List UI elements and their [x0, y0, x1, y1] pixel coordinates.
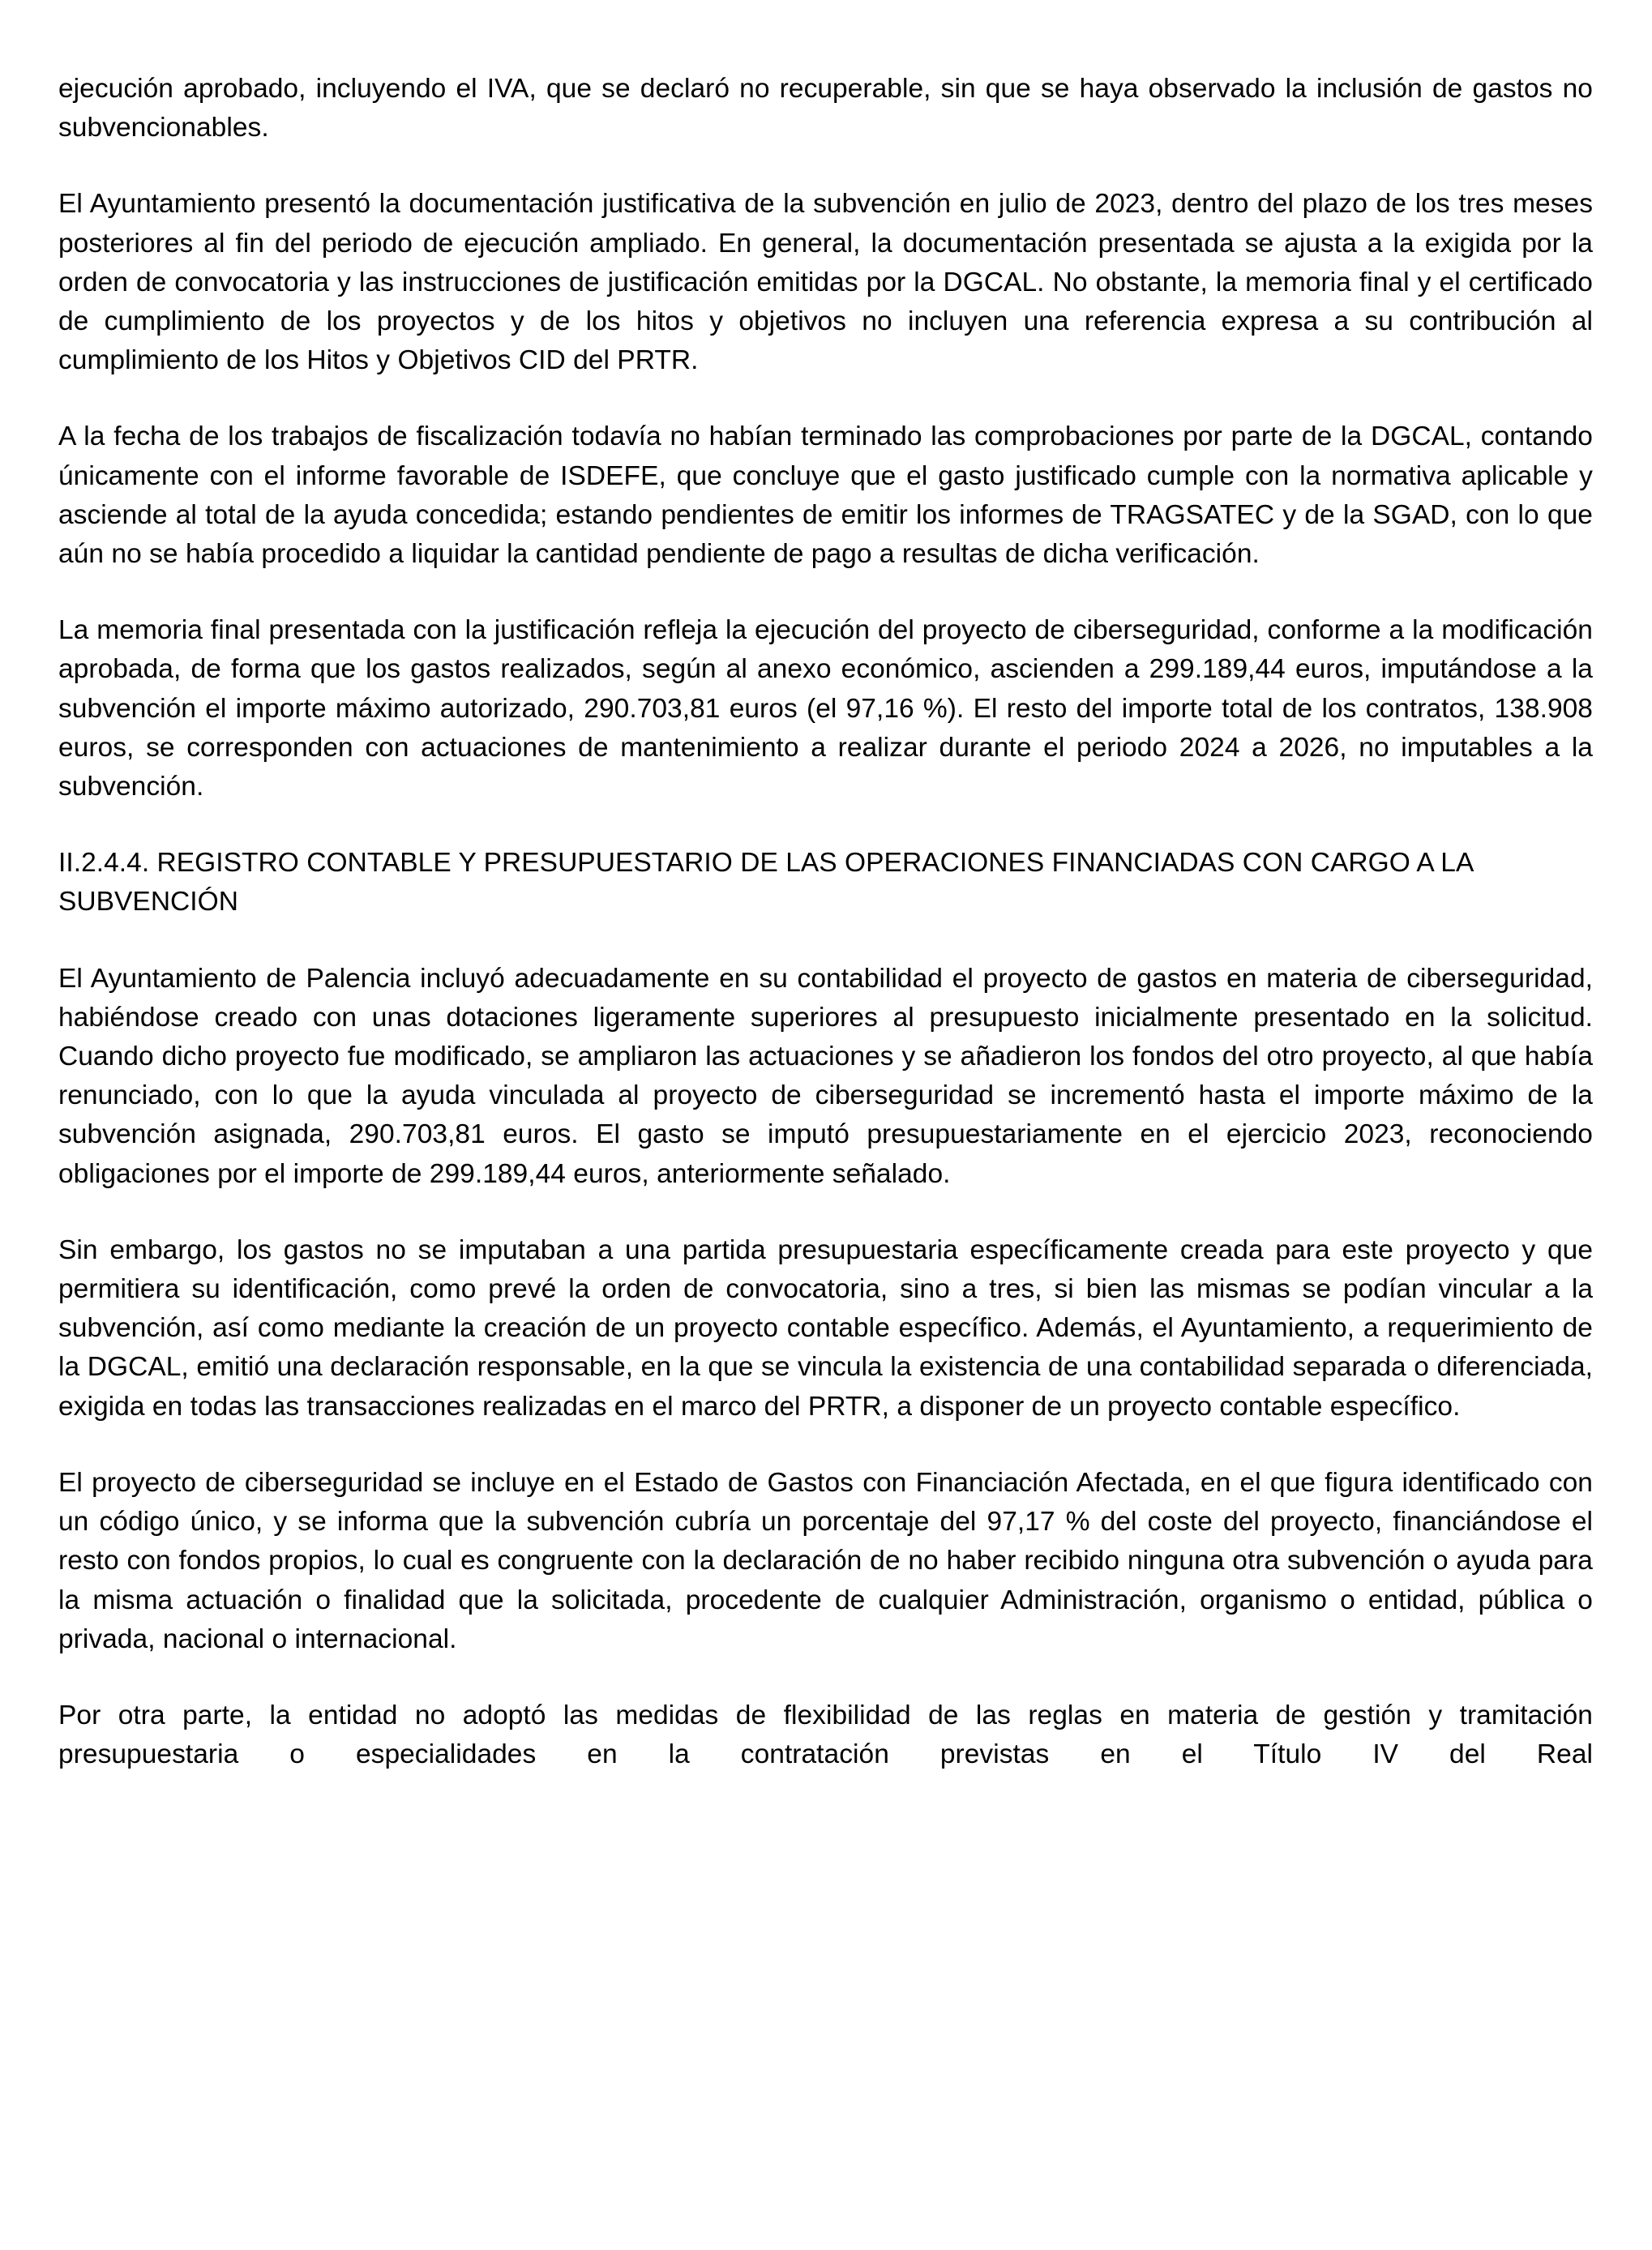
document-text-column [58, 70, 1593, 1774]
section-heading-ii-2-4-4: II.2.4.4. REGISTRO CONTABLE Y PRESUPUESTARIO DE LAS OPERACIONES FINANCIADAS CON CARGO A LA SUBVENCIÓN [58, 848, 1473, 918]
paragraph-memoria-final-ciberseguridad: La memoria final presentada con la justificación refleja la ejecución del proyecto de ciberseguridad, conforme a la modificación aprobada, de forma que los gastos realizados, según al anexo económico, ascienden a 299.189,44 euros, imputándose a la subvención el importe máximo autorizado, 290.703,81 euros (el 97,16 %). El resto del importe total de los contratos, 138.908 euros, se corresponden con actuaciones de mantenimiento a realizar durante el periodo 2024 a 2026, no imputables a la subvención. [58, 615, 1593, 802]
paragraph-comprobaciones-dgcal: A la fecha de los trabajos de fiscalización todavía no habían terminado las comprobaciones por parte de la DGCAL, contando únicamente con el informe favorable de ISDEFE, que concluye que el gasto justificado cumple con la normativa aplicable y asciende al total de la ayuda concedida; estando pendientes de emitir los informes de TRAGSATEC y de la SGAD, con lo que aún no se había procedido a liquidar la cantidad pendiente de pago a resultas de dicha verificación. [58, 421, 1593, 570]
paragraph-medidas-flexibilidad: Por otra parte, la entidad no adoptó las medidas de flexibilidad de las reglas en materia de gestión y tramitación presupuestaria o especialidades en la contratación previstas en el Título IV del Real [58, 1700, 1593, 1770]
paragraph-ejecucion-aprobado: ejecución aprobado, incluyendo el IVA, que se declaró no recuperable, sin que se haya observado la inclusión de gastos no subvencionables. [58, 74, 1593, 143]
paragraph-ayuntamiento-palencia-contabilidad: El Ayuntamiento de Palencia incluyó adecuadamente en su contabilidad el proyecto de gastos en materia de ciberseguridad, habiéndose creado con unas dotaciones ligeramente superiores al presupuesto inicialmente presentado en la solicitud. Cuando dicho proyecto fue modificado, se ampliaron las actuaciones y se añadieron los fondos del otro proyecto, al que había renunciado, con lo que la ayuda vinculada al proyecto de ciberseguridad se incrementó hasta el importe máximo de la subvención asignada, 290.703,81 euros. El gasto se imputó presupuestariamente en el ejercicio 2023, reconociendo obligaciones por el importe de 299.189,44 euros, anteriormente señalado. [58, 963, 1593, 1189]
paragraph-documentacion-justificativa: El Ayuntamiento presentó la documentación justificativa de la subvención en julio de 2023, dentro del plazo de los tres meses posteriores al fin del periodo de ejecución ampliado. En general, la documentación presentada se ajusta a la exigida por la orden de convocatoria y las instrucciones de justificación emitidas por la DGCAL. No obstante, la memoria final y el certificado de cumplimiento de los proyectos y de los hitos y objetivos no incluyen una referencia expresa a su contribución al cumplimiento de los Hitos y Objetivos CID del PRTR. [58, 189, 1593, 376]
paragraph-estado-gastos-financiacion-afectada: El proyecto de ciberseguridad se incluye en el Estado de Gastos con Financiación Afectada, en el que figura identificado con un código único, y se informa que la subvención cubría un porcentaje del 97,17 % del coste del proyecto, financiándose el resto con fondos propios, lo cual es congruente con la declaración de no haber recibido ninguna otra subvención o ayuda para la misma actuación o finalidad que la solicitada, procedente de cualquier Administración, organismo o entidad, pública o privada, nacional o internacional. [58, 1467, 1593, 1654]
paragraph-partida-presupuestaria: Sin embargo, los gastos no se imputaban a una partida presupuestaria específicamente creada para este proyecto y que permitiera su identificación, como prevé la orden de convocatoria, sino a tres, si bien las mismas se podían vincular a la subvención, así como mediante la creación de un proyecto contable específico. Además, el Ayuntamiento, a requerimiento de la DGCAL, emitió una declaración responsable, en la que se vincula la existencia de una contabilidad separada o diferenciada, exigida en todas las transacciones realizadas en el marco del PRTR, a disponer de un proyecto contable específico. [58, 1234, 1593, 1422]
